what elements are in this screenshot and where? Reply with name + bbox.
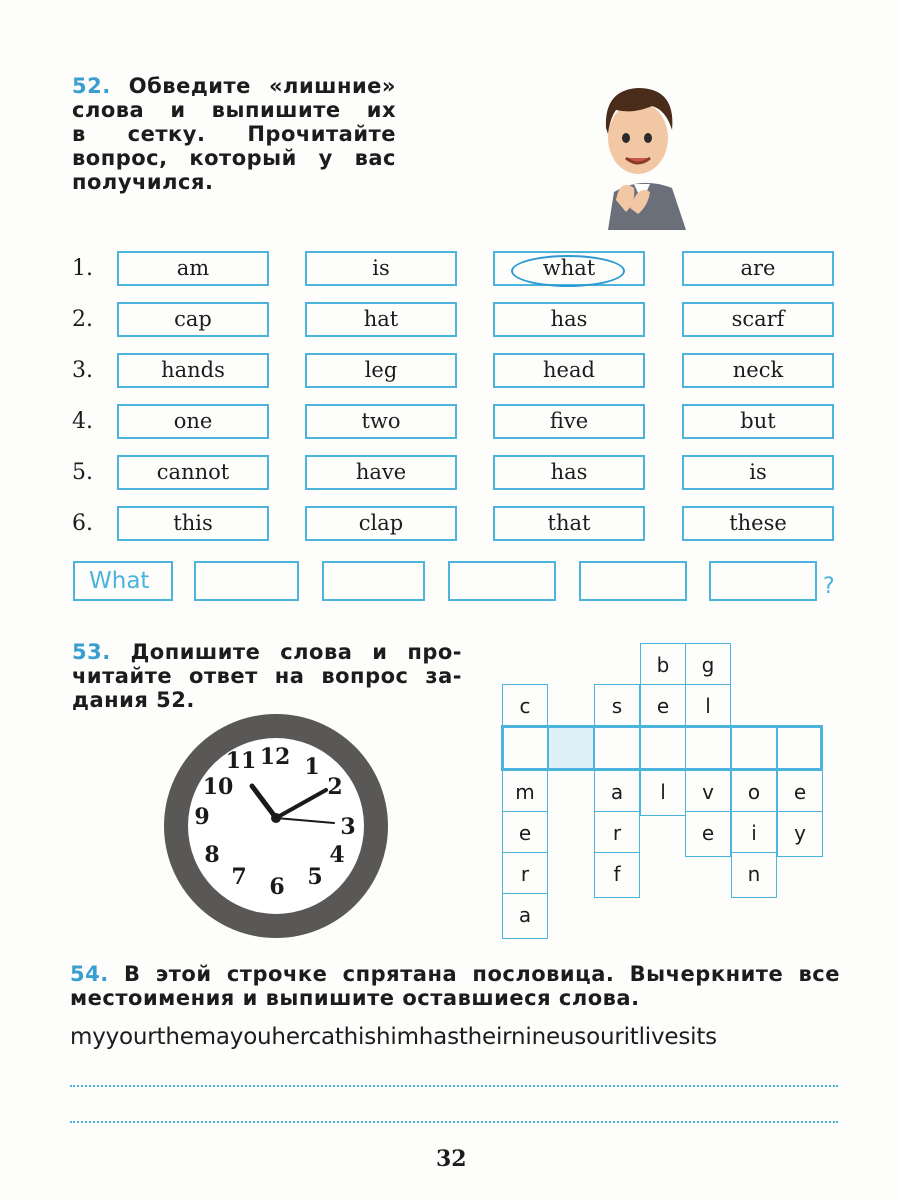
clock-numeral-1: 1 (304, 754, 320, 780)
crossword-answer-band (501, 725, 823, 771)
question-mark: ? (823, 574, 835, 599)
word-box[interactable]: head (493, 353, 645, 388)
answer-line-1[interactable] (70, 1085, 838, 1087)
row-label: 4. (72, 409, 93, 434)
crossword-cell[interactable]: l (685, 684, 731, 730)
clock-numeral-2: 2 (327, 774, 343, 800)
row-label: 2. (72, 307, 93, 332)
crossword-cell[interactable]: a (594, 770, 640, 816)
word-box[interactable]: scarf (682, 302, 834, 337)
hidden-proverb-line: myyourthemayouhercathishimhastheirnineusouritlivesits (70, 1024, 717, 1050)
word-box[interactable]: cap (117, 302, 269, 337)
word-box[interactable]: has (493, 455, 645, 490)
word-box[interactable]: neck (682, 353, 834, 388)
word-box[interactable]: this (117, 506, 269, 541)
word-box[interactable]: is (682, 455, 834, 490)
clock-numeral-8: 8 (204, 842, 220, 868)
word-box[interactable]: hands (117, 353, 269, 388)
clock-numeral-6: 6 (269, 874, 285, 900)
crossword-cell[interactable]: o (731, 770, 777, 816)
crossword-cell[interactable]: e (777, 770, 823, 816)
crossword-cell[interactable]: a (502, 893, 548, 939)
task-53-number: 53. (72, 640, 111, 664)
row-label: 3. (72, 358, 93, 383)
answer-box[interactable] (579, 561, 687, 601)
clock-numeral-5: 5 (307, 864, 323, 890)
crossword-cell[interactable]: f (594, 852, 640, 898)
task-54-line-1: 54. В этой строчке спрятана пословица. Вычеркните все (70, 962, 840, 986)
clock-numeral-4: 4 (329, 842, 345, 868)
word-box[interactable]: five (493, 404, 645, 439)
crossword-cell[interactable]: i (731, 811, 777, 857)
crossword-cell[interactable]: n (731, 852, 777, 898)
task-54-heading (70, 962, 840, 1010)
crossword-cell[interactable]: l (640, 770, 686, 816)
word-box[interactable]: leg (305, 353, 457, 388)
word-box[interactable]: these (682, 506, 834, 541)
task-53-heading (72, 640, 462, 712)
word-box[interactable]: am (117, 251, 269, 286)
crossword-cell[interactable]: y (777, 811, 823, 857)
word-box[interactable]: clap (305, 506, 457, 541)
word-box-circled[interactable]: what (493, 251, 645, 286)
answer-box[interactable] (194, 561, 299, 601)
word-box[interactable]: two (305, 404, 457, 439)
task-52-line-5: получился. (72, 170, 214, 194)
answer-line-2[interactable] (70, 1121, 838, 1123)
task-53-line-2: читайте ответ на вопрос за- (72, 664, 462, 688)
crossword-cell[interactable]: c (502, 684, 548, 730)
clock-numeral-9: 9 (194, 804, 210, 830)
word-box[interactable]: has (493, 302, 645, 337)
word-box[interactable]: is (305, 251, 457, 286)
word-box[interactable]: have (305, 455, 457, 490)
crossword-cell[interactable]: e (640, 684, 686, 730)
crossword-cell[interactable]: s (594, 684, 640, 730)
clock-numeral-11: 11 (225, 748, 257, 774)
answer-box[interactable] (322, 561, 425, 601)
clock-numeral-7: 7 (231, 864, 247, 890)
word-box[interactable]: hat (305, 302, 457, 337)
crossword-cell[interactable]: r (502, 852, 548, 898)
crossword-cell[interactable]: b (640, 643, 686, 689)
word-box[interactable]: are (682, 251, 834, 286)
clock-numeral-10: 10 (202, 774, 234, 800)
task-53-line-1: 53. Допишите слова и про- (72, 640, 463, 664)
crossword-cell[interactable]: m (502, 770, 548, 816)
task-54-number: 54. (70, 962, 109, 986)
circle-mark (511, 255, 625, 287)
task-52-line-2: слова и выпишите их (72, 98, 396, 122)
crossword-cell[interactable]: v (685, 770, 731, 816)
boy-illustration (586, 80, 696, 230)
task-52-heading (72, 74, 396, 194)
word-box[interactable]: that (493, 506, 645, 541)
word-box[interactable]: one (117, 404, 269, 439)
word-box[interactable]: but (682, 404, 834, 439)
crossword-cell[interactable]: r (594, 811, 640, 857)
task-52-line-4: вопрос, который у вас (72, 146, 396, 170)
task-54-line-2: местоимения и выпишите оставшиеся слова. (70, 986, 640, 1010)
task-53-line-3: дания 52. (72, 688, 195, 712)
clock-illustration (162, 712, 390, 940)
crossword-cell[interactable]: g (685, 643, 731, 689)
task-52-line-3: в сетку. Прочитайте (72, 122, 396, 146)
crossword-cell[interactable]: e (685, 811, 731, 857)
row-label: 5. (72, 460, 93, 485)
task-52-line-1: 52. Обведите «лишние» (72, 74, 396, 98)
row-label: 6. (72, 511, 93, 536)
answer-box[interactable] (448, 561, 556, 601)
clock-numeral-12: 12 (259, 744, 291, 770)
answer-box[interactable] (709, 561, 817, 601)
clock-numeral-3: 3 (340, 814, 356, 840)
crossword-cell[interactable]: e (502, 811, 548, 857)
answer-box-first[interactable]: What (73, 561, 173, 601)
task-52-number: 52. (72, 74, 111, 98)
word-box[interactable]: cannot (117, 455, 269, 490)
row-label: 1. (72, 256, 93, 281)
page-number: 32 (436, 1146, 467, 1172)
